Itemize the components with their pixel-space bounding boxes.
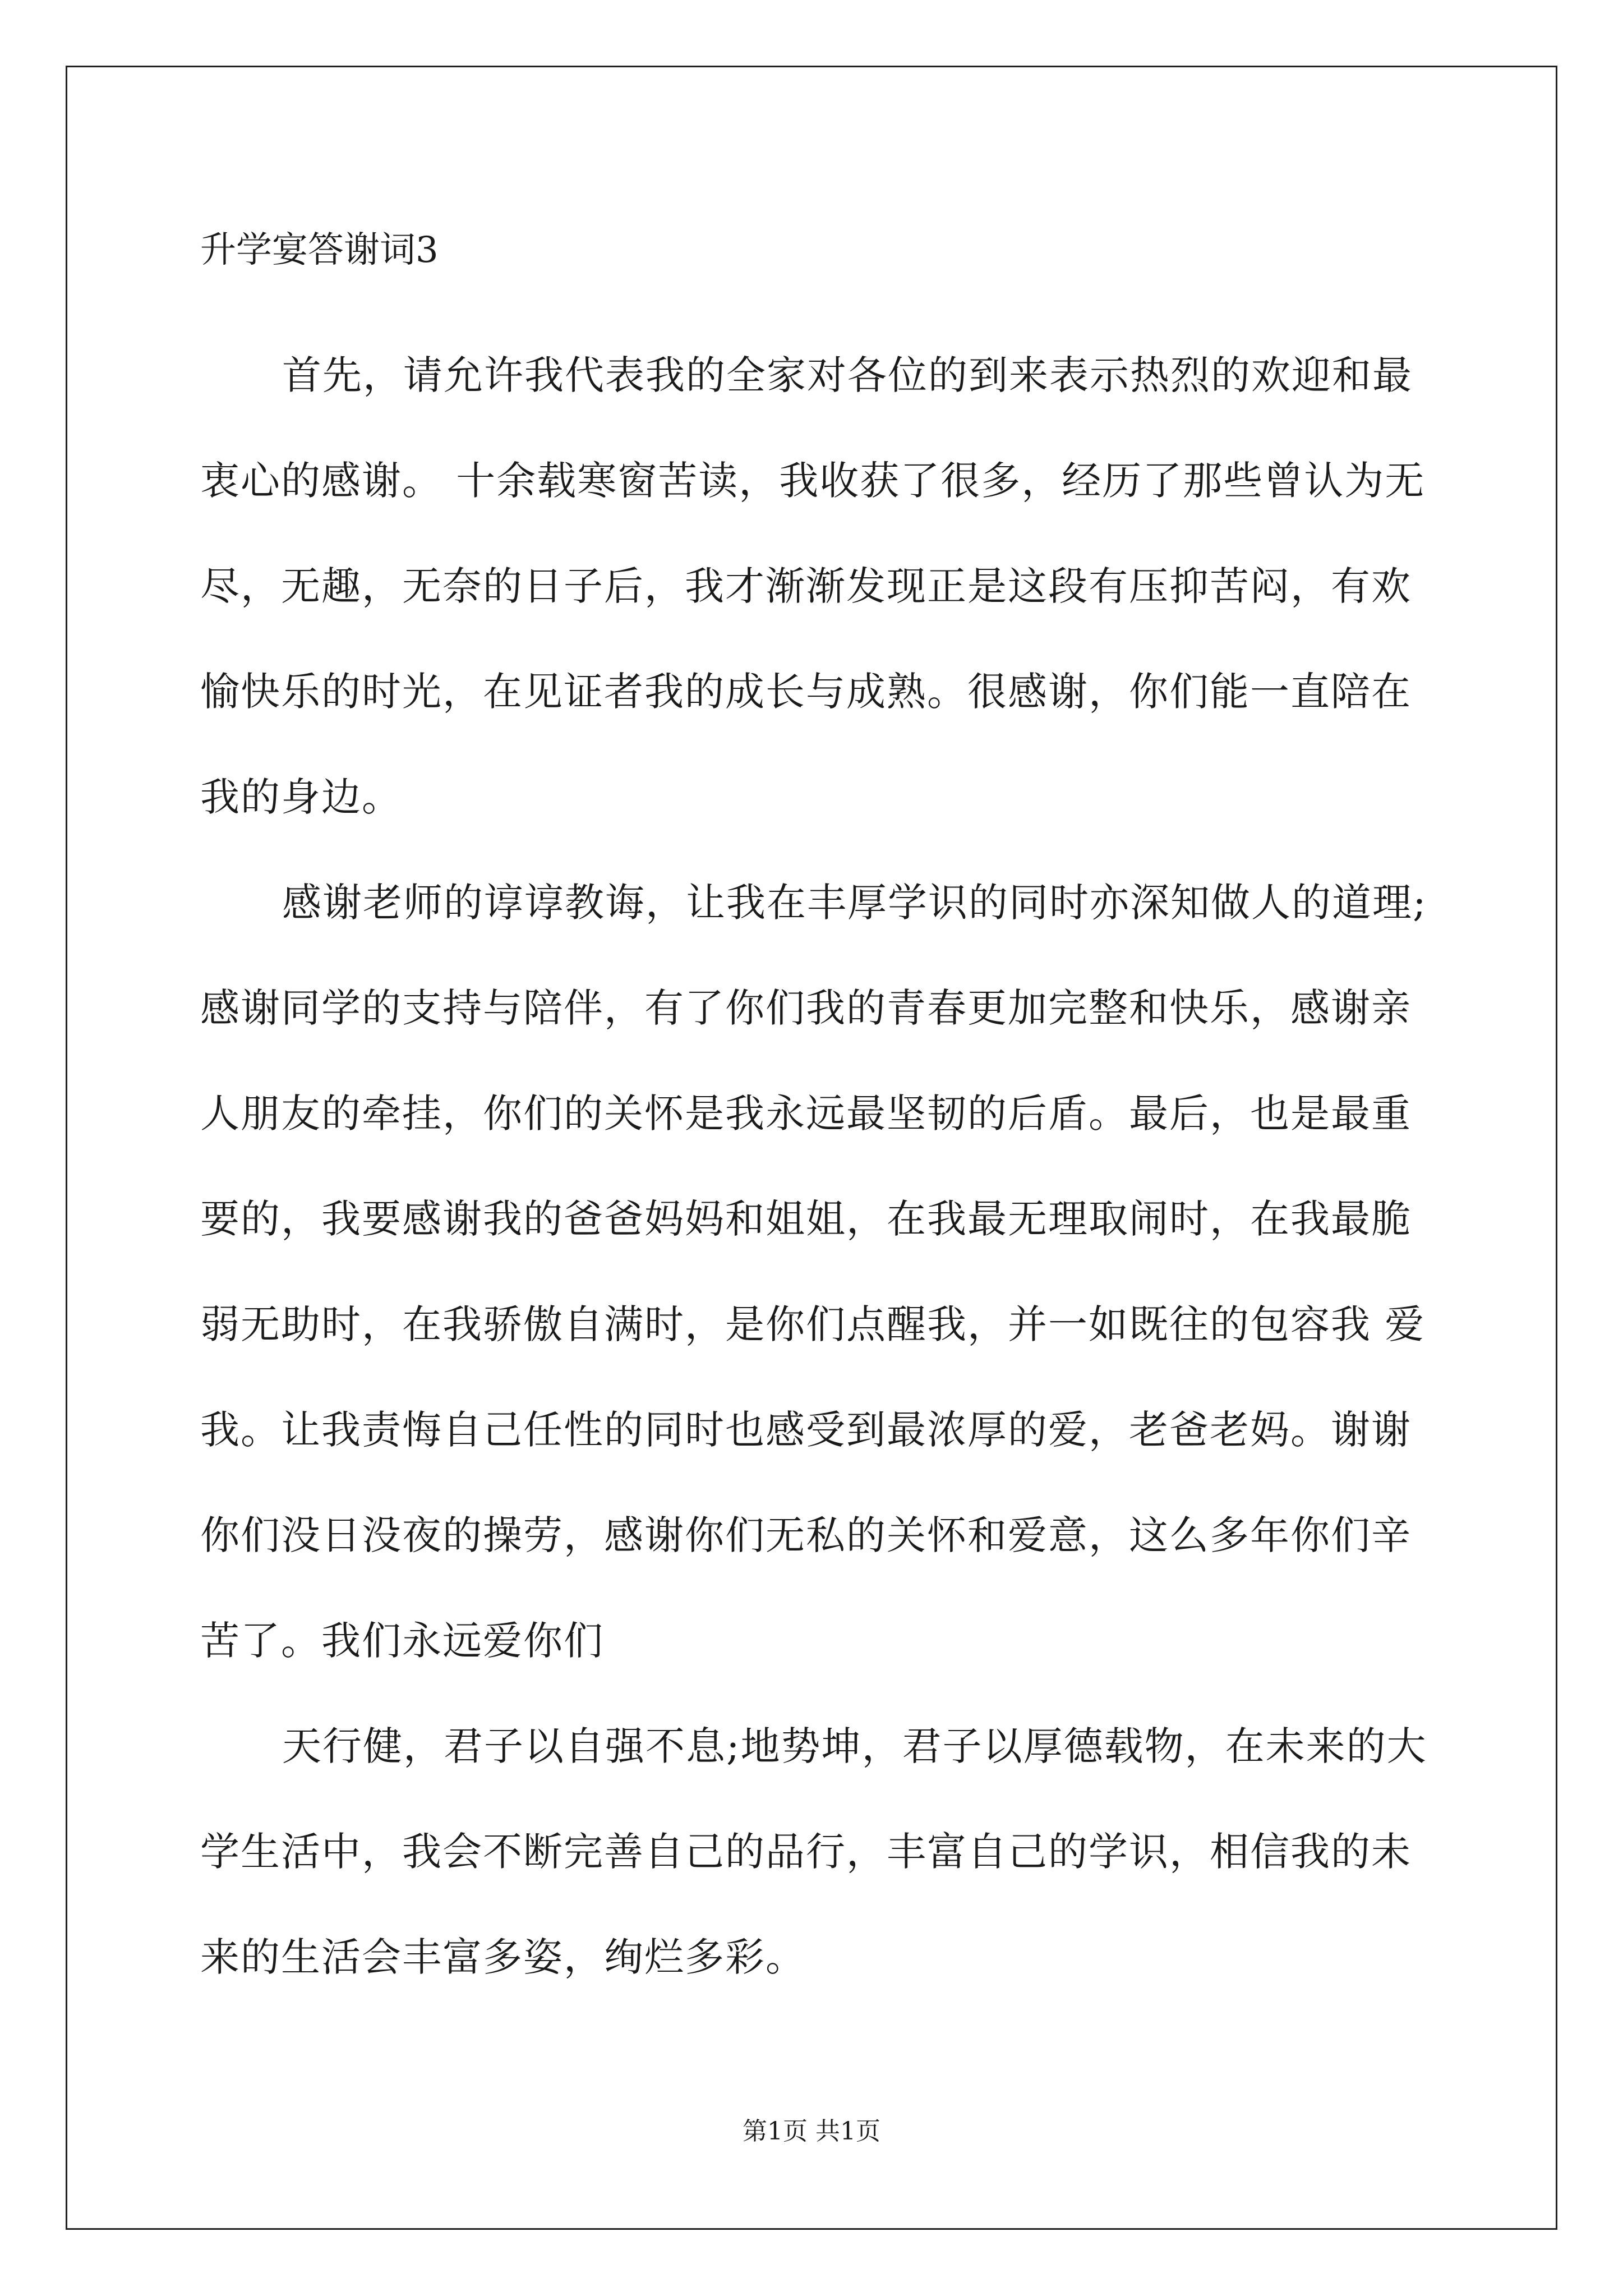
page-footer: 第1页 共1页	[743, 2117, 880, 2146]
text-line: 要的，我要感谢我的爸爸妈妈和姐姐，在我最无理取闹时，在我最脆	[200, 1196, 1412, 1242]
paragraph-3	[200, 1694, 1431, 2010]
text-line: 尽，无趣，无奈的日子后，我才渐渐发现正是这段有压抑苦闷，有欢	[200, 563, 1412, 609]
text-line: 人朋友的牵挂，你们的关怀是我永远最坚韧的后盾。最后，也是最重	[200, 1091, 1412, 1137]
text-line: 天行健，君子以自强不息;地势坤，君子以厚德载物，在未来的大	[282, 1723, 1427, 1769]
text-line: 来的生活会丰富多姿，绚烂多彩。	[200, 1934, 806, 1980]
paragraph-2	[200, 850, 1431, 1694]
text-line: 感谢老师的谆谆教诲，让我在丰厚学识的同时亦深知做人的道理;	[282, 880, 1427, 926]
document-title: 升学宴答谢词3	[200, 229, 439, 271]
text-line: 衷心的感谢。 十余载寒窗苦读，我收获了很多，经历了那些曾认为无	[200, 458, 1426, 504]
text-line: 学生活中，我会不断完善自己的品行，丰富自己的学识，相信我的未	[200, 1829, 1412, 1875]
text-line: 弱无助时，在我骄傲自满时，是你们点醒我，并一如既往的包容我 爱	[200, 1301, 1426, 1347]
text-line: 首先，请允许我代表我的全家对各位的到来表示热烈的欢迎和最	[282, 352, 1413, 398]
text-line: 你们没日没夜的操劳，感谢你们无私的关怀和爱意，这么多年你们辛	[200, 1512, 1412, 1558]
paragraph-1	[200, 323, 1431, 850]
text-line: 苦了。我们永远爱你们	[200, 1618, 604, 1664]
text-line: 愉快乐的时光，在见证者我的成长与成熟。很感谢，你们能一直陪在	[200, 669, 1412, 715]
text-line: 我的身边。	[200, 774, 402, 820]
text-line: 我。让我责悔自己任性的同时也感受到最浓厚的爱，老爸老妈。谢谢	[200, 1407, 1412, 1453]
text-line: 感谢同学的支持与陪伴，有了你们我的青春更加完整和快乐，感谢亲	[200, 985, 1412, 1031]
